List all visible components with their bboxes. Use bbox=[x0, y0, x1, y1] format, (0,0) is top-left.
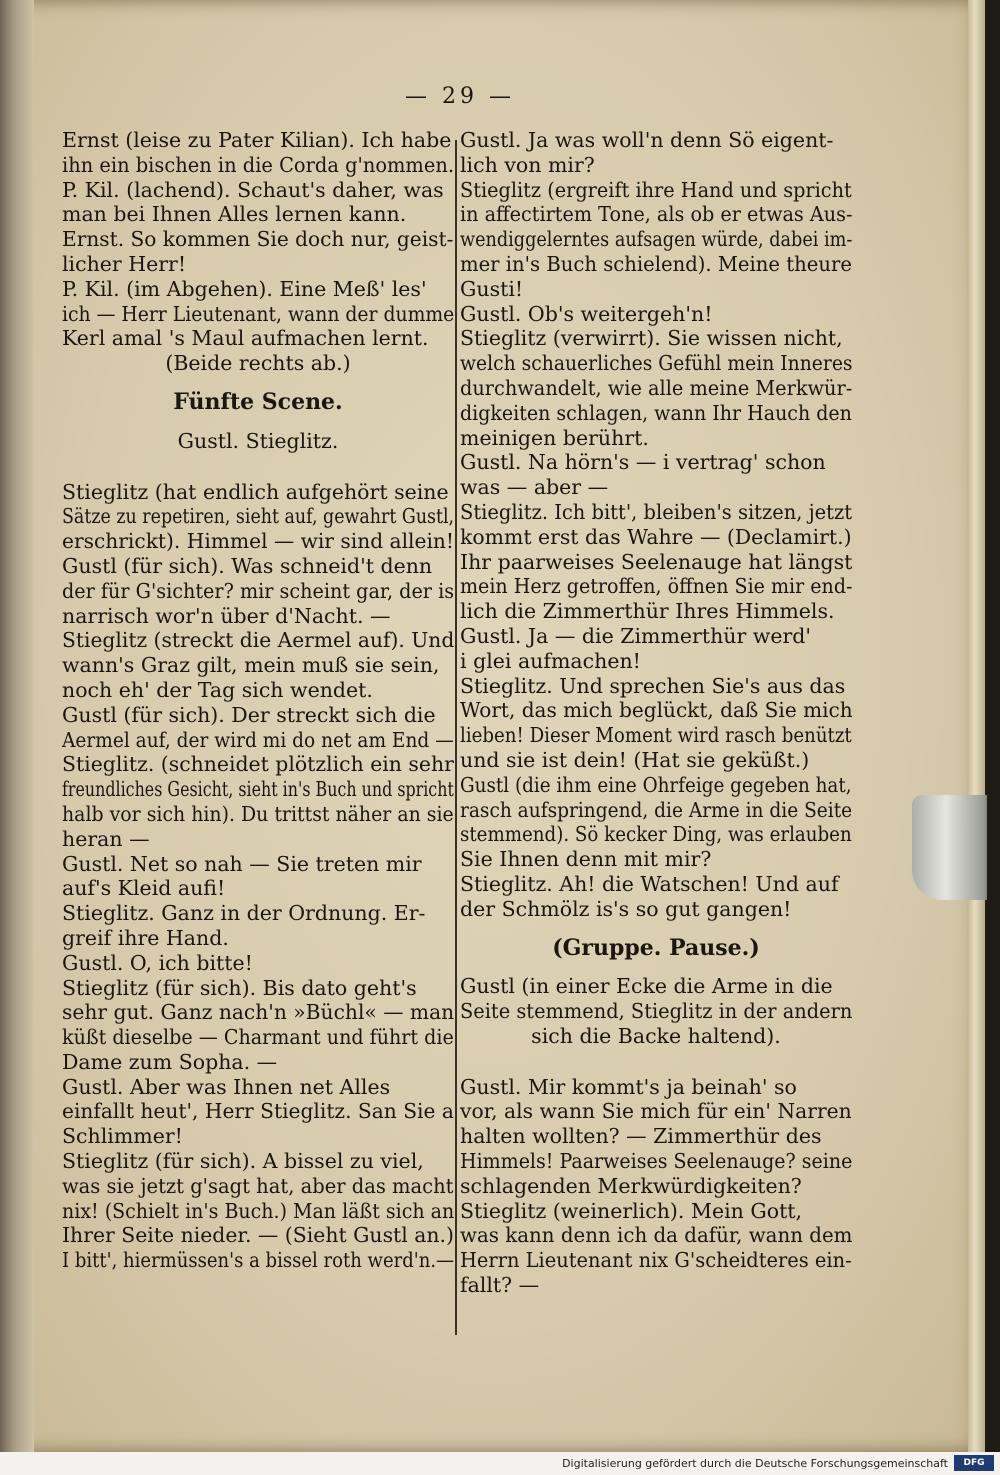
text-line: mer in's Buch schielend). Meine theure bbox=[460, 251, 852, 276]
text-line: Stieglitz. Ganz in der Ordnung. Er- bbox=[62, 901, 426, 926]
text-line: Schlimmer! bbox=[62, 1124, 183, 1149]
text-line: Wort, das mich beglückt, daß Sie mich bbox=[460, 698, 853, 723]
text-line: halten wollten? — Zimmerthür des bbox=[460, 1124, 822, 1149]
text-line: Gustl. Stieglitz. bbox=[177, 428, 339, 453]
text-line: P. Kil. (lachend). Schaut's daher, was bbox=[62, 177, 444, 202]
text-line: i glei aufmachen! bbox=[460, 648, 641, 673]
text-line: I bitt', hiermüssen's a bissel roth werd'n.— bbox=[62, 1248, 455, 1273]
section-heading: (Gruppe. Pause.) bbox=[552, 934, 760, 961]
text-line: Ihrer Seite nieder. — (Sieht Gustl an.) bbox=[62, 1223, 454, 1248]
text-line: Stieglitz (hat endlich aufgehört seine bbox=[62, 479, 449, 504]
text-line: Gustl (die ihm eine Ohrfeige gegeben hat, bbox=[460, 772, 852, 797]
text-line: Ernst. So kommen Sie doch nur, geist- bbox=[62, 227, 454, 252]
text-line: licher Herr! bbox=[62, 251, 187, 276]
text-line: lieben! Dieser Moment wird rasch benützt bbox=[460, 723, 852, 748]
text-line: küßt dieselbe — Charmant und führt die bbox=[62, 1025, 454, 1050]
text-line: Gustl. O, ich bitte! bbox=[62, 950, 253, 975]
text-line: Gustl (in einer Ecke die Arme in die bbox=[460, 974, 833, 999]
text-line: greif ihre Hand. bbox=[62, 925, 229, 950]
text-line: Stieglitz (weinerlich). Mein Gott, bbox=[460, 1198, 803, 1223]
text-line: sehr gut. Ganz nach'n »Büchl« — man bbox=[62, 1000, 455, 1025]
text-line: Stieglitz. Ah! die Watschen! Und auf bbox=[460, 871, 839, 896]
text-line: Seite stemmend, Stieglitz in der andern bbox=[460, 999, 853, 1024]
text-line: noch eh' der Tag sich wendet. bbox=[62, 677, 373, 702]
page-number: — 29 — bbox=[405, 84, 515, 109]
text-line: in affectirtem Tone, als ob er etwas Aus- bbox=[460, 202, 853, 227]
text-line: Gustl. Na hörn's — i vertrag' schon bbox=[460, 450, 826, 475]
text-line: Gustl. Aber was Ihnen net Alles bbox=[62, 1074, 391, 1099]
text-line: Ihr paarweises Seelenauge hat längst bbox=[460, 549, 853, 574]
text-line: was sie jetzt g'sagt hat, aber das macht bbox=[62, 1173, 454, 1198]
text-line: wann's Graz gilt, mein muß sie sein, bbox=[62, 653, 440, 678]
text-line: schlagenden Merkwürdigkeiten? bbox=[460, 1173, 802, 1198]
column-divider bbox=[455, 140, 457, 1335]
text-line: erschrickt). Himmel — wir sind allein! bbox=[62, 529, 455, 554]
text-line: Dame zum Sopha. — bbox=[62, 1049, 278, 1074]
text-line: sich die Backe haltend). bbox=[531, 1023, 781, 1048]
page-edge bbox=[968, 0, 985, 1452]
text-line: narrisch wor'n über d'Nacht. — bbox=[62, 603, 391, 628]
text-line: wendiggelerntes aufsagen würde, dabei im- bbox=[460, 227, 853, 252]
text-line: P. Kil. (im Abgehen). Eine Meß' les' bbox=[62, 276, 427, 301]
text-line: was kann denn ich da dafür, wann dem bbox=[460, 1223, 853, 1248]
text-line: rasch aufspringend, die Arme in die Seite bbox=[460, 797, 853, 822]
text-line: kommt erst das Wahre — (Declamirt.) bbox=[460, 524, 852, 549]
text-line: Gustl. Ja — die Zimmerthür werd' bbox=[460, 623, 812, 648]
text-line: Gustl. Net so nah — Sie treten mir bbox=[62, 851, 422, 876]
text-line: ich — Herr Lieutenant, wann der dumme bbox=[62, 301, 455, 326]
text-line: vor, als wann Sie mich für ein' Narren bbox=[460, 1099, 852, 1124]
text-line: Stieglitz (für sich). A bissel zu viel, bbox=[62, 1149, 424, 1174]
text-line: digkeiten schlagen, wann Ihr Hauch den bbox=[460, 400, 852, 425]
text-line: Sätze zu repetiren, sieht auf, gewahrt Gustl, bbox=[62, 504, 455, 529]
text-line: fallt? — bbox=[460, 1273, 540, 1298]
text-line: Stieglitz (streckt die Aermel auf). Und bbox=[62, 628, 455, 653]
text-line: einfallt heut', Herr Stieglitz. San Sie a bbox=[62, 1099, 454, 1124]
text-line: Gustl. Mir kommt's ja beinah' so bbox=[460, 1074, 797, 1099]
text-line: man bei Ihnen Alles lernen kann. bbox=[62, 202, 407, 227]
text-line: halb vor sich hin). Du trittst näher an sie bbox=[62, 801, 454, 826]
text-line: Sie Ihnen denn mit mir? bbox=[460, 847, 712, 872]
footer-credit: Digitalisierung gefördert durch die Deutsche Forschungsgemeinschaft bbox=[562, 1457, 948, 1470]
text-line: Stieglitz. Und sprechen Sie's aus das bbox=[460, 673, 846, 698]
text-line: lich die Zimmerthür Ihres Himmels. bbox=[460, 599, 835, 624]
text-line: Gustl (für sich). Was schneid't denn bbox=[62, 553, 433, 578]
text-line: Kerl amal 's Maul aufmachen lernt. bbox=[62, 326, 429, 351]
text-line: Gusti! bbox=[460, 276, 524, 301]
text-line: welch schauerliches Gefühl mein Inneres bbox=[460, 351, 853, 376]
text-line: der Schmölz is's so gut gangen! bbox=[460, 896, 792, 921]
text-line: Himmels! Paarweises Seelenauge? seine bbox=[460, 1149, 853, 1174]
text-line: lich von mir? bbox=[460, 152, 595, 177]
section-heading: Fünfte Scene. bbox=[173, 388, 343, 415]
text-line: (Beide rechts ab.) bbox=[165, 351, 351, 376]
text-line: was — aber — bbox=[460, 475, 609, 500]
dfg-logo: DFG bbox=[954, 1455, 994, 1471]
text-line: der für G'sichter? mir scheint gar, der is bbox=[62, 578, 455, 603]
text-line: auf's Kleid aufi! bbox=[62, 876, 226, 901]
text-line: freundliches Gesicht, sieht in's Buch und spricht bbox=[62, 777, 454, 802]
book-gutter bbox=[0, 0, 34, 1452]
page-clip bbox=[912, 795, 987, 900]
text-line: und sie ist dein! (Hat sie geküßt.) bbox=[460, 747, 810, 772]
text-line: Stieglitz. (schneidet plötzlich ein sehr bbox=[62, 752, 454, 777]
text-line: durchwandelt, wie alle meine Merkwür- bbox=[460, 375, 853, 400]
spacer bbox=[460, 922, 852, 936]
text-line: nix! (Schielt in's Buch.) Man läßt sich an bbox=[62, 1198, 455, 1223]
text-line: Aermel auf, der wird mi do net am End — bbox=[62, 727, 454, 752]
text-line: Gustl. Ja was woll'n denn Sö eigent- bbox=[460, 128, 834, 152]
text-line: Stieglitz (ergreift ihre Hand und spricht bbox=[460, 177, 852, 202]
spacer bbox=[62, 415, 454, 429]
left-column bbox=[62, 128, 454, 1273]
text-line: Ernst (leise zu Pater Kilian). Ich habe bbox=[62, 128, 452, 152]
spacer bbox=[62, 454, 454, 480]
text-line: Stieglitz (für sich). Bis dato geht's bbox=[62, 975, 417, 1000]
spacer bbox=[62, 376, 454, 390]
text-line: Gustl (für sich). Der streckt sich die bbox=[62, 702, 436, 727]
text-line: Stieglitz (verwirrt). Sie wissen nicht, bbox=[460, 326, 843, 351]
text-line: meinigen berührt. bbox=[460, 425, 649, 450]
text-line: ihn ein bischen in die Corda g'nommen. bbox=[62, 152, 455, 177]
text-line: Herrn Lieutenant nix G'scheidteres ein- bbox=[460, 1248, 852, 1273]
spacer bbox=[460, 960, 852, 974]
spacer bbox=[460, 1049, 852, 1075]
text-line: stemmend). Sö kecker Ding, was erlauben bbox=[460, 822, 852, 847]
text-line: Gustl. Ob's weitergeh'n! bbox=[460, 301, 713, 326]
text-line: Stieglitz. Ich bitt', bleiben's sitzen, jetzt bbox=[460, 499, 853, 524]
right-column bbox=[460, 128, 852, 1298]
text-line: heran — bbox=[62, 826, 150, 851]
text-line: mein Herz getroffen, öffnen Sie mir end- bbox=[460, 574, 853, 599]
